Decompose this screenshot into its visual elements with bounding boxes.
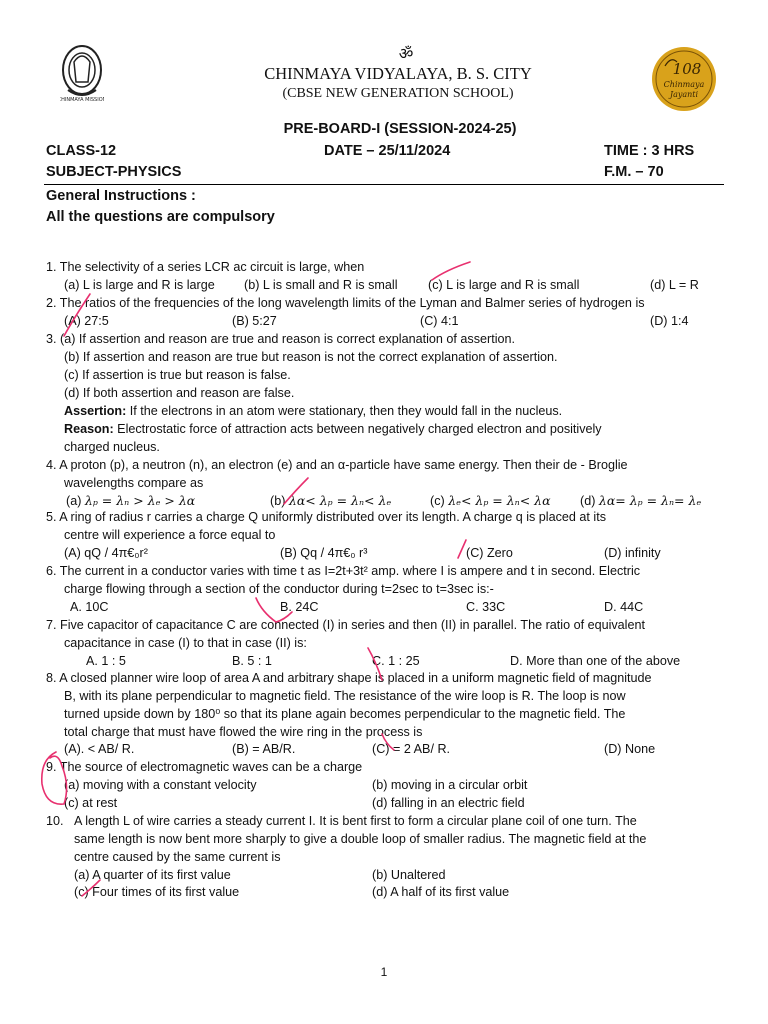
- q6-text-1: 6. The current in a conductor varies with time t as I=2t+3t² amp. where I is ampere and t in second. Electric: [46, 564, 641, 578]
- q3-reason: [64, 420, 602, 438]
- q10-text-2: same length is now bent more sharply to give a double loop of smaller radius. The magnetic field at the: [74, 832, 647, 846]
- q9-option-c: (c) at rest: [64, 796, 118, 810]
- q9-text: 9. The source of electromagnetic waves can be a charge: [46, 760, 363, 774]
- svg-text:Chinmaya: Chinmaya: [663, 80, 705, 89]
- q4-d-label: (d): [580, 494, 596, 508]
- q8-text-2: B, with its plane perpendicular to magnetic field. The resistance of the wire loop is R. The loop is now: [64, 689, 626, 703]
- q8-text-4: total charge that must have flowed the wire ring in the process is: [64, 725, 423, 739]
- q1-text: 1. The selectivity of a series LCR ac circuit is large, when: [46, 260, 365, 274]
- q4-a-label: (a): [66, 494, 82, 508]
- q1-option-c: (c) L is large and R is small: [428, 278, 580, 292]
- q8-text-1: 8. A closed planner wire loop of area A and arbitrary shape is placed in a uniform magnetic field of magnitude: [46, 671, 652, 685]
- q8-option-b: (B) = AB/R.: [232, 742, 296, 756]
- q8-option-c: (C) = 2 AB/ R.: [372, 742, 451, 756]
- om-symbol: ॐ: [398, 46, 414, 63]
- q6-option-d: D. 44C: [604, 600, 644, 614]
- q10-number: 10.: [46, 814, 64, 828]
- q7-text-1: 7. Five capacitor of capacitance C are connected (I) in series and then (II) in parallel. The ratio of equivalent: [46, 618, 645, 632]
- svg-text:108: 108: [672, 60, 702, 78]
- svg-text:CHINMAYA MISSION: CHINMAYA MISSION: [60, 97, 104, 103]
- class-label: CLASS-12: [46, 143, 117, 159]
- q5-text-2: centre will experience a force equal to: [64, 528, 276, 542]
- q3-option-d: (d) If both assertion and reason are false.: [64, 386, 295, 400]
- school-board: (CBSE NEW GENERATION SCHOOL): [282, 86, 514, 101]
- q7-option-d: D. More than one of the above: [510, 654, 681, 668]
- q7-option-c: C. 1 : 25: [372, 654, 420, 668]
- exam-time: TIME : 3 HRS: [604, 143, 695, 159]
- q7-text-2: capacitance in case (I) to that in case (II) is:: [64, 636, 307, 650]
- assertion-label: Assertion:: [64, 404, 127, 418]
- q9-option-a: (a) moving with a constant velocity: [64, 778, 257, 792]
- q1-option-b: (b) L is small and R is small: [244, 278, 398, 292]
- exam-date: DATE – 25/11/2024: [324, 143, 451, 159]
- q10-option-c: (c) Four times of its first value: [74, 885, 240, 899]
- q2-option-c: (C) 4:1: [420, 314, 459, 328]
- q9-option-b: (b) moving in a circular orbit: [372, 778, 528, 792]
- svg-text:Jayanti: Jayanti: [669, 90, 699, 99]
- q4-c-label: (c): [430, 494, 445, 508]
- q7-option-b: B. 5 : 1: [232, 654, 272, 668]
- q10-option-a: (a) A quarter of its first value: [74, 868, 231, 882]
- q4-b-label: (b): [270, 494, 286, 508]
- q6-option-c: C. 33C: [466, 600, 506, 614]
- pen-mark-q5: [458, 540, 466, 558]
- q5-text-1: 5. A ring of radius r carries a charge Q uniformly distributed over its length. A charge q is placed at its: [46, 510, 607, 524]
- q8-option-a: (A). < AB/ R.: [64, 742, 135, 756]
- q3-reason-cont: charged nucleus.: [64, 440, 160, 454]
- q6-option-b: B. 24C: [280, 600, 319, 614]
- school-name: CHINMAYA VIDYALAYA, B. S. CITY: [264, 64, 532, 83]
- q8-option-d: (D) None: [604, 742, 656, 756]
- q5-option-d: (D) infinity: [604, 546, 661, 560]
- instructions-title: General Instructions :: [46, 188, 196, 204]
- q6-option-a: A. 10C: [70, 600, 109, 614]
- q4-text-1: 4. A proton (p), a neutron (n), an electron (e) and an α-particle have same energy. Then their de - Broglie: [46, 458, 628, 472]
- q1-option-d: (d) L = R: [650, 278, 699, 292]
- q2-option-d: (D) 1:4: [650, 314, 689, 328]
- q4-b-math: λα< λₚ = λₙ< λₑ: [288, 493, 392, 508]
- q10-option-b: (b) Unaltered: [372, 868, 446, 882]
- q4-a-math: λₚ = λₙ > λₑ > λα: [84, 493, 196, 508]
- jayanti-badge-logo: [651, 46, 717, 112]
- q4-c-math: λₑ< λₚ = λₙ< λα: [448, 493, 551, 508]
- exam-title: PRE-BOARD-I (SESSION-2024-25): [283, 121, 517, 137]
- q3-option-c: (c) If assertion is true but reason is false.: [64, 368, 291, 382]
- reason-label: Reason:: [64, 422, 114, 436]
- q3-option-a: 3. (a) If assertion and reason are true and reason is correct explanation of assertion.: [46, 332, 516, 346]
- q3-option-b: (b) If assertion and reason are true but reason is not the correct explanation of assertion.: [64, 350, 558, 364]
- q10-text-3: centre caused by the same current is: [74, 850, 281, 864]
- q10-text-1: A length L of wire carries a steady current I. It is bent first to form a circular plane coil of one turn. The: [74, 814, 637, 828]
- q9-option-d: (d) falling in an electric field: [372, 796, 525, 810]
- reason-text: Electrostatic force of attraction acts between negatively charged electron and positively: [113, 422, 602, 436]
- q2-text: 2. The ratios of the frequencies of the long wavelength limits of the Lyman and Balmer series of hydrogen is: [46, 296, 645, 310]
- subject-label: SUBJECT-PHYSICS: [46, 164, 182, 180]
- q10-option-d: (d) A half of its first value: [372, 885, 510, 899]
- assertion-text: If the electrons in an atom were stationary, then they would fall in the nucleus.: [126, 404, 563, 418]
- page-number: 1: [380, 965, 388, 979]
- q7-option-a: A. 1 : 5: [86, 654, 126, 668]
- q1-option-a: (a) L is large and R is large: [64, 278, 215, 292]
- q5-option-b: (B) Qq / 4π€₀ r³: [280, 546, 368, 560]
- instructions-line: All the questions are compulsory: [46, 209, 275, 225]
- q2-option-b: (B) 5:27: [232, 314, 277, 328]
- q8-text-3: turned upside down by 180⁰ so that its plane again becomes perpendicular to the magnetic field. The: [64, 707, 626, 721]
- q5-option-c: (C) Zero: [466, 546, 513, 560]
- q3-assertion: [64, 402, 562, 420]
- q4-d-math: λα= λₚ = λₙ= λₑ: [598, 493, 702, 508]
- q2-option-a: (A) 27:5: [64, 314, 109, 328]
- full-marks: F.M. – 70: [604, 164, 664, 180]
- q6-text-2: charge flowing through a section of the conductor during t=2sec to t=3sec is:-: [64, 582, 494, 596]
- q5-option-a: (A) qQ / 4π€₀r²: [64, 546, 148, 560]
- header-divider: [44, 184, 724, 185]
- q4-text-2: wavelengths compare as: [64, 476, 204, 490]
